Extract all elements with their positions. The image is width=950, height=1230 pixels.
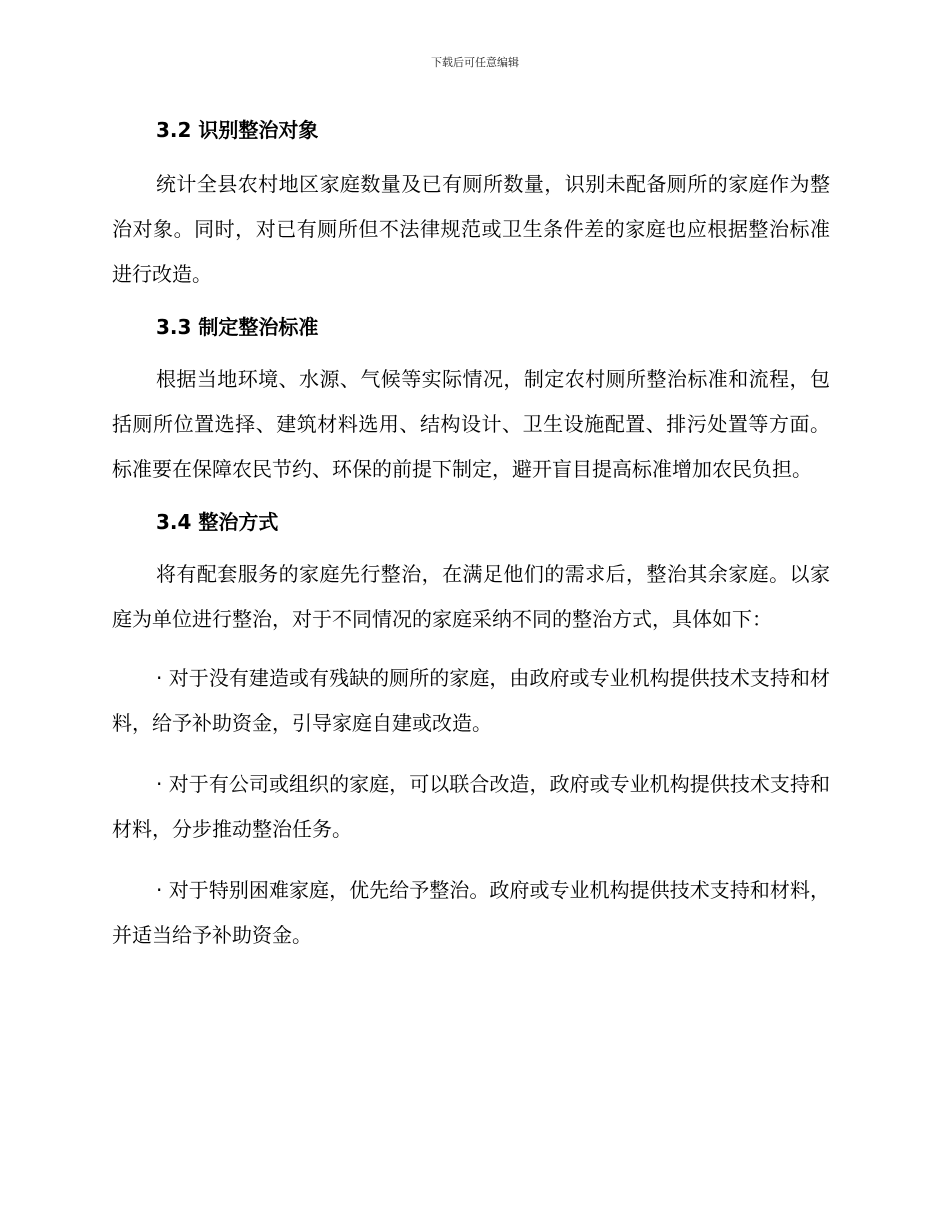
bullet-item: · 对于没有建造或有残缺的厕所的家庭，由政府或专业机构提供技术支持和材料，给予补助资金，引导家庭自建或改造。	[112, 666, 830, 735]
bullet-item: · 对于有公司或组织的家庭，可以联合改造，政府或专业机构提供技术支持和材料，分步推动整治任务。	[112, 772, 830, 841]
section-heading-3-3: 3.3 制定整治标准	[156, 315, 319, 339]
document-body	[112, 112, 830, 958]
section-paragraph-3-3: 根据当地环境、水源、气候等实际情况，制定农村厕所整治标准和流程，包括厕所位置选择、建筑材料选用、结构设计、卫生设施配置、排污处置等方面。标准要在保障农民节约、环保的前提下制定，避开盲目提高标准增加农民负担。	[112, 367, 830, 481]
section-heading-3-2: 3.2 识别整治对象	[156, 118, 319, 142]
section-paragraph-3-4: 将有配套服务的家庭先行整治，在满足他们的需求后，整治其余家庭。以家庭为单位进行整治，对于不同情况的家庭采纳不同的整治方式，具体如下：	[112, 562, 830, 631]
section-heading-3-4: 3.4 整治方式	[156, 510, 279, 534]
section-paragraph-3-2: 统计全县农村地区家庭数量及已有厕所数量，识别未配备厕所的家庭作为整治对象。同时，对已有厕所但不法律规范或卫生条件差的家庭也应根据整治标准进行改造。	[112, 172, 830, 286]
bullet-item: · 对于特别困难家庭，优先给予整治。政府或专业机构提供技术支持和材料，并适当给予补助资金。	[112, 878, 830, 947]
page-header-note: 下载后可任意编辑	[431, 56, 519, 69]
